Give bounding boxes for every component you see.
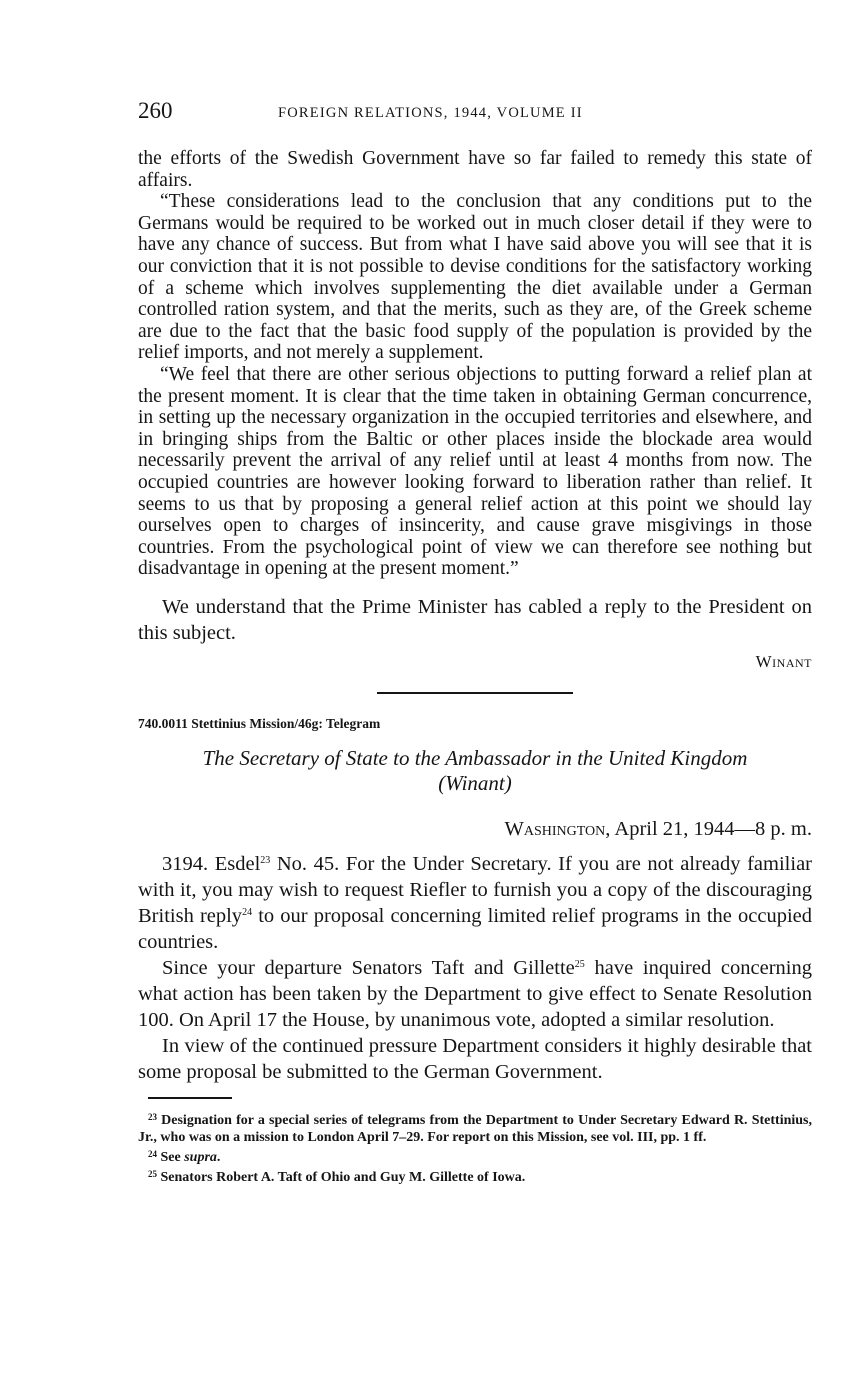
quote-paragraph-1: the efforts of the Swedish Government have so far failed to remedy this state of affairs. [138,148,812,191]
footnote-23 [138,1109,812,1146]
quoted-message [138,148,812,580]
telegram-body [138,851,812,1085]
telegram-paragraph-2 [138,955,812,1033]
footnote-ref-24: 24 [242,906,253,918]
footnote-mark: 25 [148,1168,157,1179]
dateline [138,818,812,841]
telegram-p1-text-a: 3194. Esdel [162,852,261,875]
page-number: 260 [138,98,173,123]
footnote-mark: 24 [148,1148,157,1159]
footnote-ref-25: 25 [574,958,585,970]
quote-paragraph-2: “These considerations lead to the conclusion that any conditions put to the Germans would be required to be worked out in much closer detail if they were to have any chance of success. But from what I have said above you will see that it is our conviction that it is not possible to devise conditions for the satisfactory working of a scheme which involves supplementing the diet available under a German controlled ration system, and that the merits, such as they are, of the Greek scheme are due to the fact that the basic food supply of the population is provided by the relief imports, and not merely a supplement. [138,191,812,364]
quote-paragraph-3: “We feel that there are other serious objections to putting forward a relief plan at the present moment. It is clear that the time taken in obtaining German concurrence, in setting up the necessary organization in the occupied territories and elsewhere, and in bringing ships from the Baltic or other places inside the blockade area would necessarily prevent the arrival of any relief until at least 4 months from now. The occupied countries are however looking forward to liberation rather than relief. It seems to us that by proposing a general relief action at this point we should lay ourselves open to charges of insincerity, and cause grave misgivings in those countries. From the psychological point of view we can therefore see nothing but disadvantage in opening at the present moment.” [138,363,812,580]
telegram-p2-text-a: Since your departure Senators Taft and Gillette [162,956,575,979]
reply-paragraph: We understand that the Prime Minister has cabled a reply to the President on this subject. [138,595,812,644]
footnote-text-a: See [157,1149,185,1165]
footnote-text-italic: supra [184,1149,217,1165]
document-page [138,98,812,1186]
document-title [138,746,812,796]
document-title-line-1: The Secretary of State to the Ambassador in the United Kingdom [202,745,748,770]
document-title-line-2: (Winant) [438,770,512,795]
footnote-25 [138,1166,812,1186]
footnote-text-c: . [216,1149,221,1165]
footnote-rule [148,1097,232,1099]
footnote-ref-23: 23 [260,854,271,866]
file-reference: 740.0011 Stettinius Mission/46g: Telegram [138,715,381,731]
reply-section [138,594,812,646]
footnote-24 [138,1146,812,1166]
telegram-p1-text-c: to our proposal concerning limited relief programs in the occupied countries. [138,904,812,953]
footnotes [138,1109,812,1186]
telegram-paragraph-3: In view of the continued pressure Department considers it highly desirable that some proposal be submitted to the German Government. [138,1034,812,1083]
telegram-paragraph-1 [138,851,812,955]
dateline-date: , April 21, 1944—8 p. m. [605,817,812,840]
footnote-text: Senators Robert A. Taft of Ohio and Guy M. Gillette of Iowa. [157,1169,526,1185]
running-head: FOREIGN RELATIONS, 1944, VOLUME II [278,105,583,121]
footnote-text: Designation for a special series of telegrams from the Department to Under Secretary Edward R. Stettinius, Jr., who was on a mission to London April 7–29. For report on this Mission, see vol. III, pp. 1 ff. [138,1112,812,1145]
section-divider [377,692,573,694]
telegram-p2-text-b: have inquired concerning what action has been taken by the Department to give effect to Senate Resolution 100. On April 17 the House, by unanimous vote, adopted a similar resolution. [138,956,812,1031]
dateline-place: Washington [504,817,606,840]
footnote-mark: 23 [148,1111,157,1122]
telegram-p1-text-b: No. 45. For the Under Secretary. If you are not already familiar with it, you may wish to request Riefler to furnish you a copy of the discouraging British reply [138,852,812,927]
page-header [138,98,812,130]
signature: Winant [755,651,812,671]
